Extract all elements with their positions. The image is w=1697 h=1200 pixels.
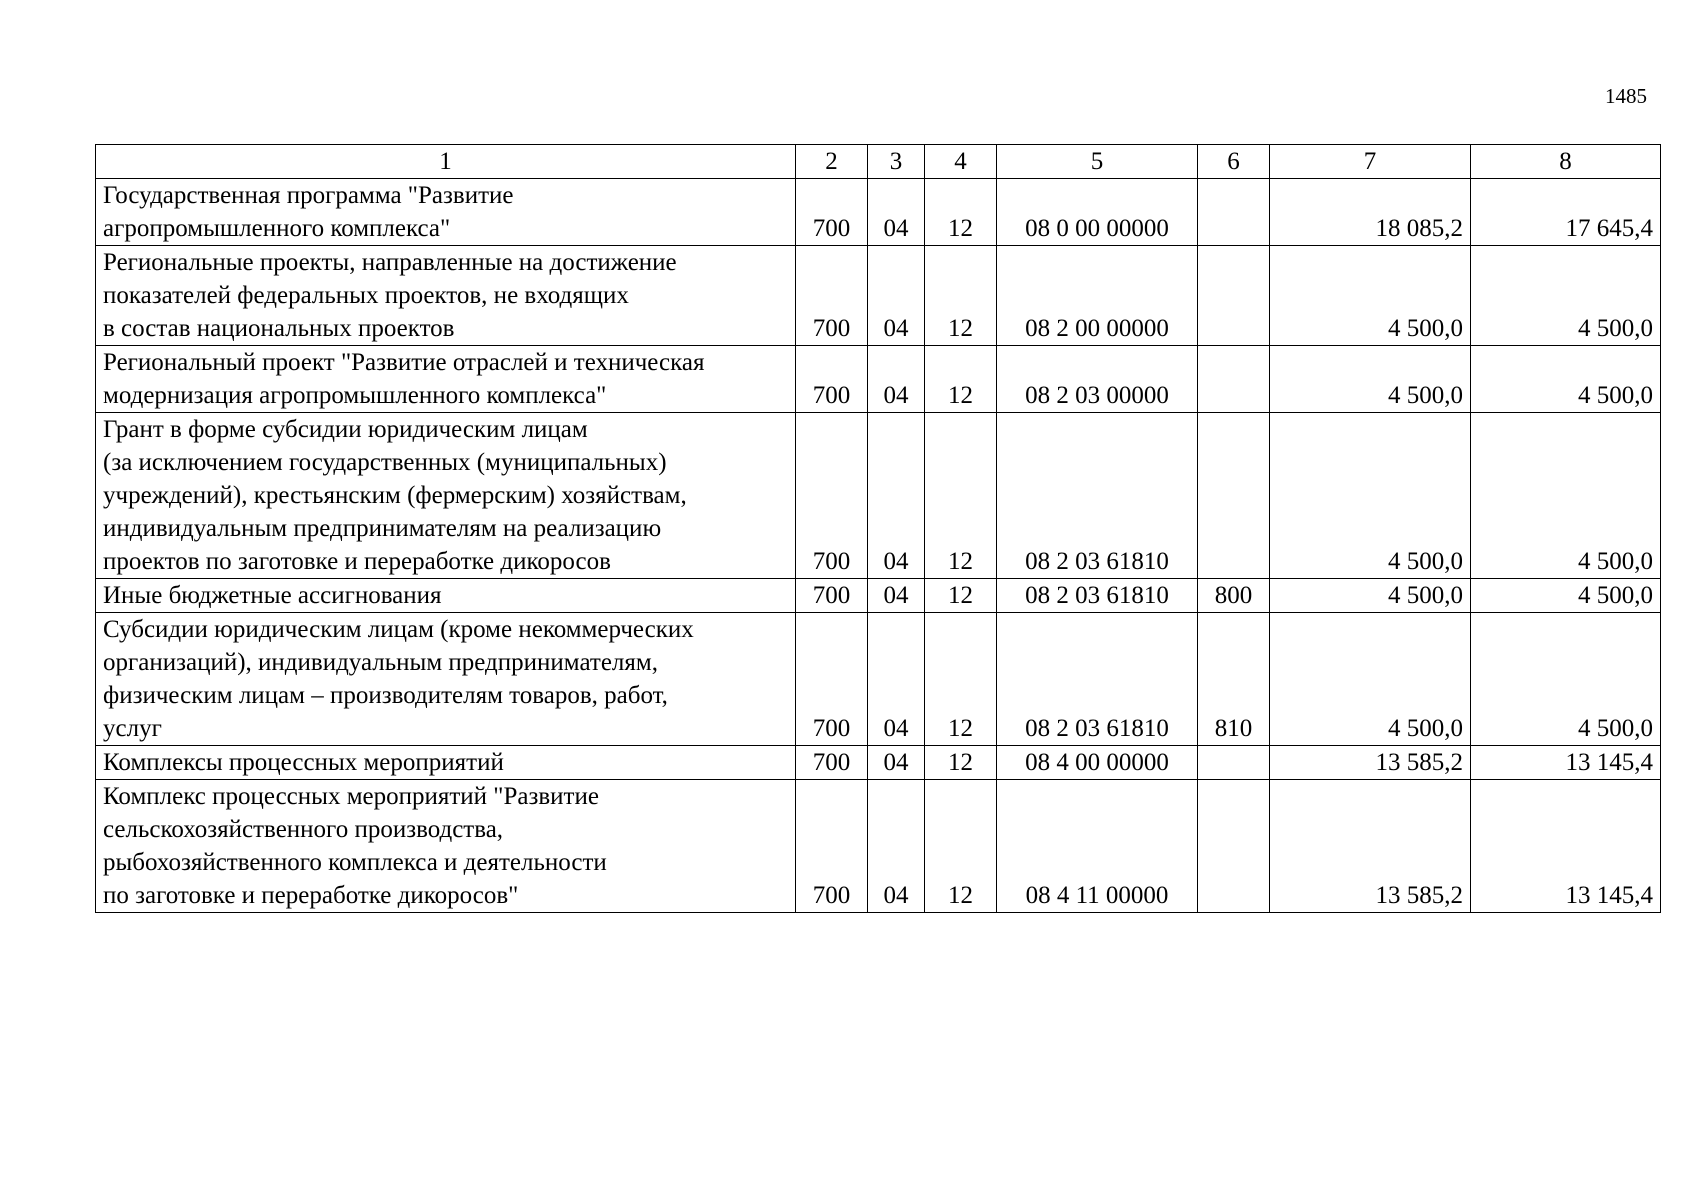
column-header-4: 4 bbox=[925, 145, 997, 179]
table-header-row bbox=[96, 145, 1661, 179]
row-col-2: 700 bbox=[796, 413, 868, 579]
row-name: Субсидии юридическим лицам (кроме некоммерческих организаций), индивидуальным предпринимателям, физическим лицам – производителям товаров, работ, услуг bbox=[96, 613, 796, 746]
row-col-4: 12 bbox=[925, 579, 997, 613]
row-col-4: 12 bbox=[925, 613, 997, 746]
row-col-8: 4 500,0 bbox=[1471, 413, 1661, 579]
row-col-3: 04 bbox=[868, 746, 925, 780]
table-row bbox=[96, 746, 1661, 780]
row-col-7: 4 500,0 bbox=[1270, 346, 1471, 413]
row-col-6: 800 bbox=[1198, 579, 1270, 613]
table-row bbox=[96, 246, 1661, 346]
row-col-3: 04 bbox=[868, 579, 925, 613]
row-col-8: 4 500,0 bbox=[1471, 613, 1661, 746]
row-col-8: 4 500,0 bbox=[1471, 579, 1661, 613]
row-col-3: 04 bbox=[868, 413, 925, 579]
row-col-7: 18 085,2 bbox=[1270, 179, 1471, 246]
table-row bbox=[96, 179, 1661, 246]
row-col-7: 4 500,0 bbox=[1270, 246, 1471, 346]
row-col-2: 700 bbox=[796, 613, 868, 746]
row-col-2: 700 bbox=[796, 246, 868, 346]
row-col-6 bbox=[1198, 413, 1270, 579]
table-row bbox=[96, 413, 1661, 579]
row-col-4: 12 bbox=[925, 413, 997, 579]
row-col-4: 12 bbox=[925, 780, 997, 913]
row-col-2: 700 bbox=[796, 746, 868, 780]
row-col-8: 17 645,4 bbox=[1471, 179, 1661, 246]
row-col-4: 12 bbox=[925, 746, 997, 780]
column-header-2: 2 bbox=[796, 145, 868, 179]
column-header-8: 8 bbox=[1471, 145, 1661, 179]
row-col-3: 04 bbox=[868, 179, 925, 246]
row-col-8: 13 145,4 bbox=[1471, 780, 1661, 913]
row-col-5: 08 0 00 00000 bbox=[997, 179, 1198, 246]
row-col-3: 04 bbox=[868, 780, 925, 913]
row-name: Региональные проекты, направленные на достижение показателей федеральных проектов, не входящих в состав национальных проектов bbox=[96, 246, 796, 346]
row-col-7: 13 585,2 bbox=[1270, 780, 1471, 913]
row-col-8: 13 145,4 bbox=[1471, 746, 1661, 780]
row-col-4: 12 bbox=[925, 346, 997, 413]
row-col-4: 12 bbox=[925, 179, 997, 246]
row-col-6 bbox=[1198, 246, 1270, 346]
row-name: Региональный проект "Развитие отраслей и техническая модернизация агропромышленного комплекса" bbox=[96, 346, 796, 413]
row-col-5: 08 2 03 00000 bbox=[997, 346, 1198, 413]
row-col-8: 4 500,0 bbox=[1471, 246, 1661, 346]
row-col-7: 4 500,0 bbox=[1270, 579, 1471, 613]
column-header-6: 6 bbox=[1198, 145, 1270, 179]
row-col-4: 12 bbox=[925, 246, 997, 346]
row-col-2: 700 bbox=[796, 579, 868, 613]
row-col-2: 700 bbox=[796, 780, 868, 913]
row-col-3: 04 bbox=[868, 613, 925, 746]
row-col-6 bbox=[1198, 780, 1270, 913]
row-name: Комплекс процессных мероприятий "Развитие сельскохозяйственного производства, рыбохозяйственного комплекса и деятельности по заготовке и переработке дикоросов" bbox=[96, 780, 796, 913]
row-name: Комплексы процессных мероприятий bbox=[96, 746, 796, 780]
column-header-3: 3 bbox=[868, 145, 925, 179]
row-name: Государственная программа "Развитие агропромышленного комплекса" bbox=[96, 179, 796, 246]
row-col-7: 4 500,0 bbox=[1270, 613, 1471, 746]
row-col-5: 08 2 03 61810 bbox=[997, 579, 1198, 613]
row-col-6: 810 bbox=[1198, 613, 1270, 746]
row-col-3: 04 bbox=[868, 346, 925, 413]
page-number: 1485 bbox=[1605, 84, 1647, 108]
row-col-3: 04 bbox=[868, 246, 925, 346]
column-header-7: 7 bbox=[1270, 145, 1471, 179]
row-col-7: 13 585,2 bbox=[1270, 746, 1471, 780]
row-col-6 bbox=[1198, 746, 1270, 780]
column-header-1: 1 bbox=[96, 145, 796, 179]
row-col-5: 08 4 11 00000 bbox=[997, 780, 1198, 913]
row-name: Иные бюджетные ассигнования bbox=[96, 579, 796, 613]
row-col-5: 08 2 00 00000 bbox=[997, 246, 1198, 346]
row-col-6 bbox=[1198, 179, 1270, 246]
row-col-8: 4 500,0 bbox=[1471, 346, 1661, 413]
row-col-6 bbox=[1198, 346, 1270, 413]
column-header-5: 5 bbox=[997, 145, 1198, 179]
row-col-2: 700 bbox=[796, 346, 868, 413]
row-name: Грант в форме субсидии юридическим лицам (за исключением государственных (муниципальных) учреждений), крестьянским (фермерским) хозяйствам, индивидуальным предпринимателям на реализацию проектов по заготовке и переработке дикоросов bbox=[96, 413, 796, 579]
row-col-5: 08 2 03 61810 bbox=[997, 413, 1198, 579]
table-row bbox=[96, 579, 1661, 613]
row-col-5: 08 4 00 00000 bbox=[997, 746, 1198, 780]
budget-table bbox=[95, 144, 1661, 913]
table-row bbox=[96, 346, 1661, 413]
row-col-2: 700 bbox=[796, 179, 868, 246]
table-row bbox=[96, 613, 1661, 746]
row-col-5: 08 2 03 61810 bbox=[997, 613, 1198, 746]
row-col-7: 4 500,0 bbox=[1270, 413, 1471, 579]
table-row bbox=[96, 780, 1661, 913]
